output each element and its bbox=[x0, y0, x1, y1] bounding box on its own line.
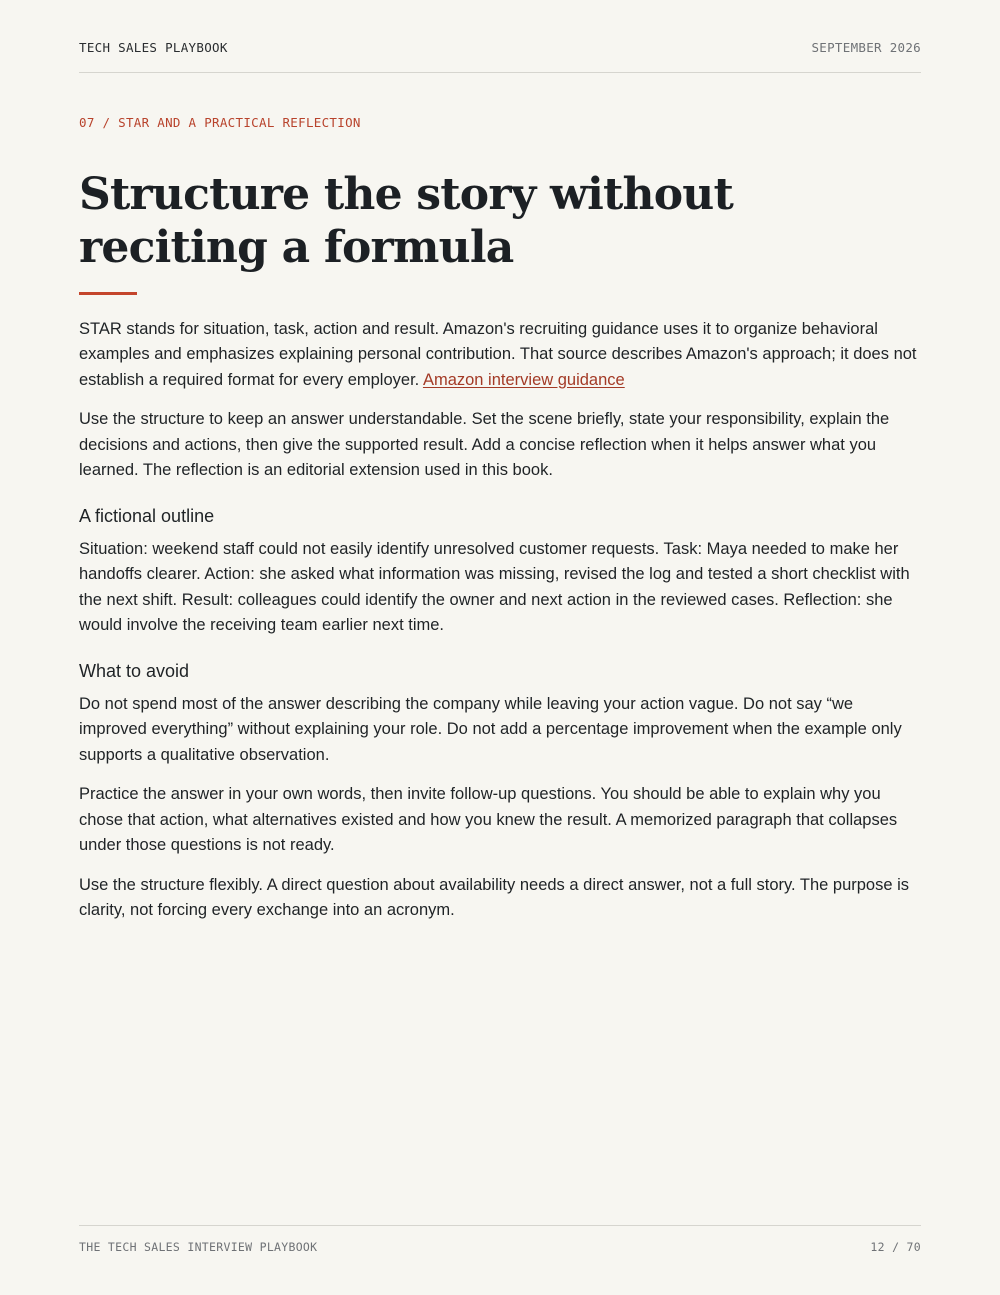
practice-paragraph: Practice the answer in your own words, then invite follow-up questions. You should be able to explain why you chose that action, what alternatives existed and how you knew the result. A memorized paragraph that collapses under those questions is not ready. bbox=[79, 785, 898, 854]
what-to-avoid-heading: What to avoid bbox=[79, 660, 190, 681]
flexibility-paragraph: Use the structure flexibly. A direct question about availability needs a direct answer, not a full story. The purpose is clarity, not forcing every exchange into an acronym. bbox=[79, 875, 910, 919]
intro-paragraph bbox=[79, 317, 921, 394]
page-number: 12 / 70 bbox=[870, 1240, 921, 1254]
accent-rule bbox=[79, 292, 137, 295]
running-footer bbox=[79, 1225, 921, 1254]
amazon-guidance-link[interactable]: Amazon interview guidance bbox=[422, 370, 625, 389]
fictional-outline-paragraph: Situation: weekend staff could not easily identify unresolved customer requests. Task: Maya needed to make her handoffs clearer. Action: she asked what information was missing, revised the log and tested a short checklist with the next shift. Result: colleagues could identify the owner and next action in the reviewed cases. Reflection: she would involve the receiving team earlier next time. bbox=[79, 539, 910, 634]
fictional-outline-heading: A fictional outline bbox=[79, 505, 215, 526]
section-eyebrow: 07 / STAR AND A PRACTICAL REFLECTION bbox=[79, 115, 361, 130]
page-content bbox=[79, 110, 921, 924]
page-title: Structure the story without reciting a formula bbox=[79, 168, 733, 273]
intro-text: STAR stands for situation, task, action and result. Amazon's recruiting guidance uses it to organize behavioral examples and emphasizes explaining personal contribution. That source describes Amazon's approach; it does not establish a required format for every employer. bbox=[79, 319, 917, 389]
structure-paragraph: Use the structure to keep an answer understandable. Set the scene briefly, state your responsibility, explain the decisions and actions, then give the supported result. Add a concise reflection when it helps answer what you learned. The reflection is an editorial extension used in this book. bbox=[79, 410, 890, 479]
what-to-avoid-paragraph: Do not spend most of the answer describing the company while leaving your action vague. Do not say “we improved everything” without explaining your role. Do not add a percentage improvement when the example only supports a qualitative observation. bbox=[79, 694, 902, 764]
publication-date: SEPTEMBER 2026 bbox=[811, 40, 921, 55]
running-header bbox=[79, 40, 921, 73]
footer-book-title: THE TECH SALES INTERVIEW PLAYBOOK bbox=[79, 1240, 318, 1254]
book-title-header: TECH SALES PLAYBOOK bbox=[79, 40, 228, 55]
